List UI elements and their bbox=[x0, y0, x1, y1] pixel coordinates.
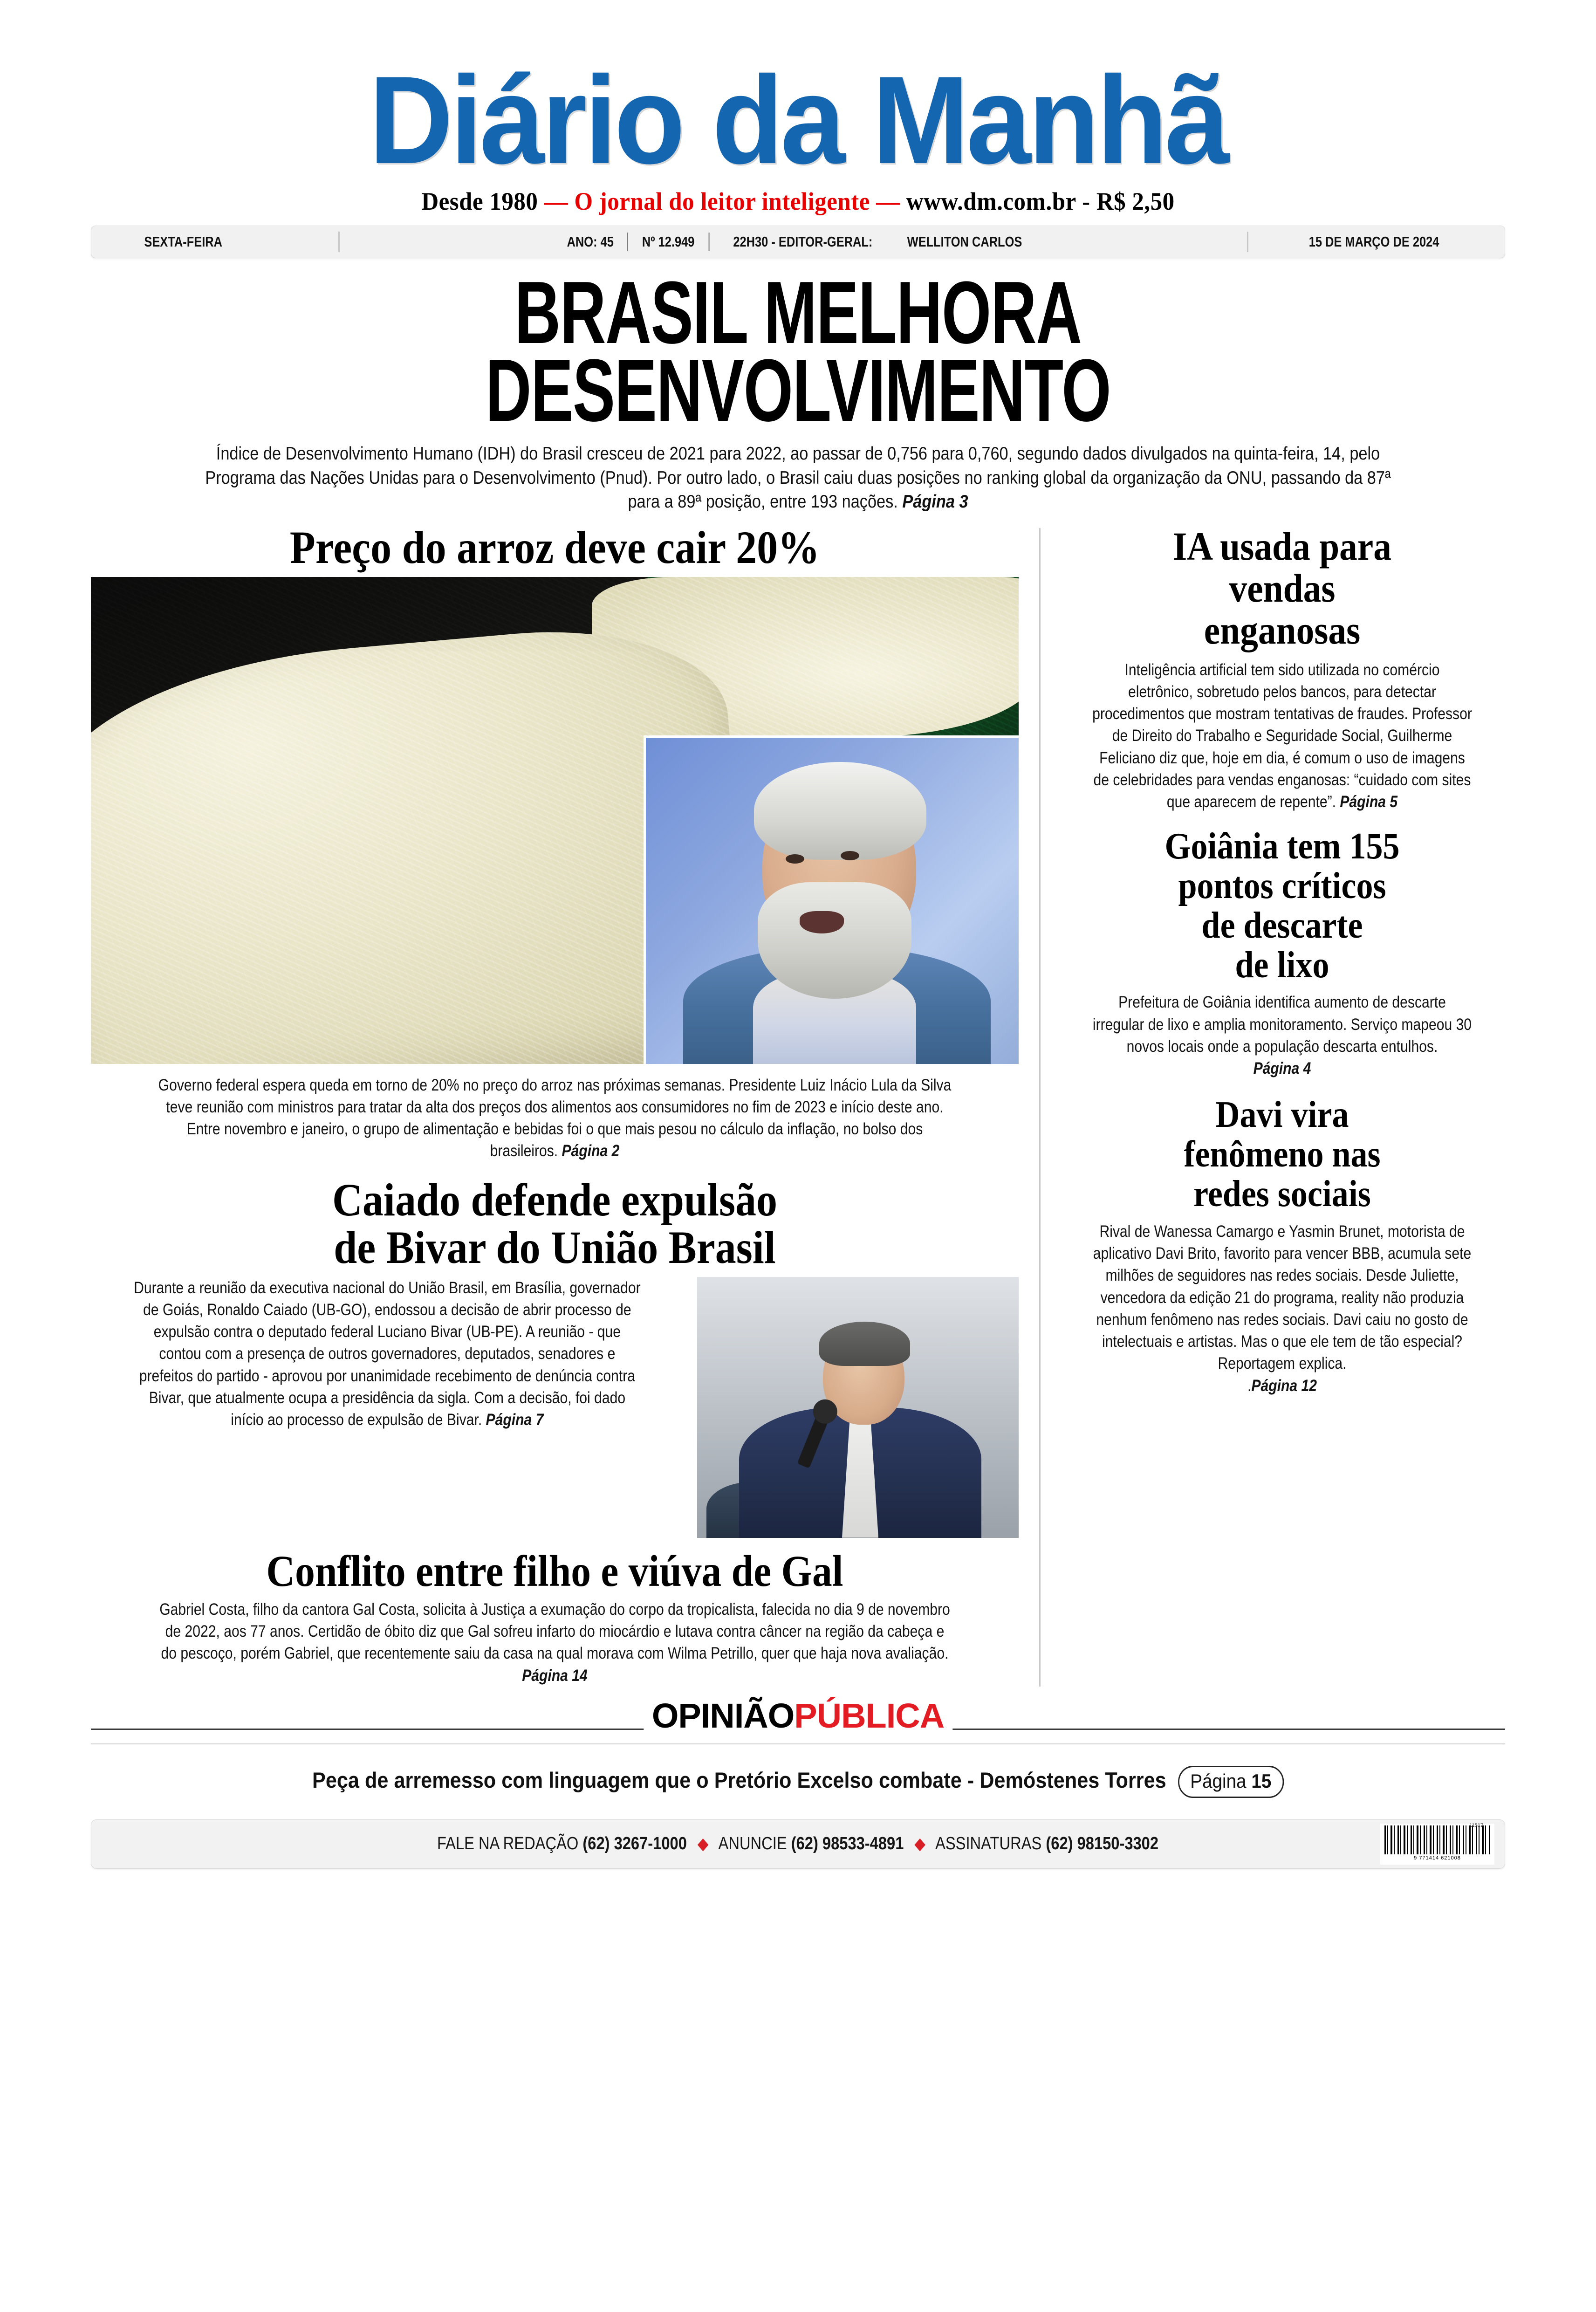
infobar-year: ANO: 45 bbox=[567, 233, 614, 250]
caiado-headline-line-1: Caiado defende expulsão bbox=[332, 1173, 778, 1226]
issue-info-bar bbox=[91, 226, 1505, 258]
footer-redacao-phone[interactable]: (62) 3267-1000 bbox=[582, 1834, 687, 1854]
caiado-row bbox=[91, 1277, 1019, 1538]
lula-hair bbox=[754, 762, 926, 860]
infobar-issue-number: Nº 12.949 bbox=[642, 233, 695, 250]
footer-contacts bbox=[437, 1834, 1158, 1854]
davi-body-text: Rival de Wanessa Camargo e Yasmin Brunet, motorista de aplicativo Davi Brito, favorito para vencer BBB, acumula sete milhões de seguidores nas redes sociais. Desde Juliette, vencedora da edição 21 do programa, reality não produzia nenhum fenômeno nas redes sociais. Davi caiu no gosto de intelectuais e artistas. Mas o que ele tem de tão especial? Reportagem explica. bbox=[1093, 1222, 1472, 1373]
opiniao-rule-secondary bbox=[91, 1743, 1505, 1744]
ia-headline-line-3: enganosas bbox=[1204, 608, 1361, 653]
lead-summary bbox=[188, 442, 1408, 514]
goiania-headline-line-1: Goiânia tem 155 bbox=[1164, 826, 1400, 867]
barcode-number: 9 771414 621008 bbox=[1414, 1855, 1461, 1861]
masthead-tagline bbox=[0, 187, 1596, 216]
davi-text bbox=[1091, 1221, 1473, 1397]
right-column bbox=[1041, 525, 1504, 1687]
tagline-since: Desde 1980 bbox=[421, 188, 538, 216]
goiania-headline-line-2: pontos críticos bbox=[1178, 865, 1386, 907]
opiniao-quote-row bbox=[147, 1766, 1448, 1798]
infobar-divider-left bbox=[338, 232, 340, 252]
arroz-caption-text: Governo federal espera queda em torno de 20% no preço do arroz nas próximas semanas. Presidente Luiz Inácio Lula da Silva teve reunião com ministros para tratar da alta dos preços dos alimentos aos consumidores no fim de 2023 e início deste ano. Entre novembro e janeiro, o grupo de alimentação e bebidas foi o que mais pesou no cálculo da inflação, no bolso dos brasileiros. bbox=[158, 1076, 952, 1160]
opiniao-quote-text: Peça de arremesso com linguagem que o Pretório Excelso combate - Demóstenes Torres bbox=[312, 1767, 1166, 1792]
ia-headline-line-2: vendas bbox=[1229, 565, 1336, 611]
davi-page-ref-wrap bbox=[1091, 1375, 1473, 1397]
lula-portrait-photo bbox=[644, 735, 1019, 1064]
infobar-date: 15 DE MARÇO DE 2024 bbox=[1308, 233, 1439, 250]
infobar-weekday: SEXTA-FEIRA bbox=[144, 233, 222, 250]
conflito-body-text: Gabriel Costa, filho da cantora Gal Costa, solicita à Justiça a exumação do corpo da tropicalista, falecida no dia 9 de novembro de 2022, aos 77 anos. Certidão de óbito diz que Gal sofreu infarto do miocárdio e lutava contra câncer na região da cabeça e do pescoço, porém Gabriel, que recentemente saiu da casa na qual morava com Wilma Petrillo, quer que haja nova avaliação. bbox=[159, 1600, 950, 1663]
diamond-separator-icon-2: ◆ bbox=[914, 1834, 926, 1853]
tagline-dash-2: — bbox=[870, 188, 906, 216]
rice-photo bbox=[91, 577, 1019, 1064]
goiania-headline-line-4: de lixo bbox=[1235, 944, 1329, 986]
arroz-page-ref[interactable]: Página 2 bbox=[562, 1142, 620, 1160]
goiania-headline-line-3: de descarte bbox=[1201, 905, 1363, 946]
infobar-center-group bbox=[562, 233, 1034, 251]
arroz-headline[interactable]: Preço do arroz deve cair 20% bbox=[289, 521, 820, 573]
footer-assinaturas-phone[interactable]: (62) 98150-3302 bbox=[1046, 1834, 1159, 1854]
masthead bbox=[0, 0, 1596, 215]
infobar-divider-right bbox=[1247, 232, 1248, 252]
caiado-suit bbox=[739, 1407, 981, 1538]
ia-headline-line-1: IA usada para bbox=[1173, 523, 1391, 569]
ia-page-ref[interactable]: Página 5 bbox=[1340, 793, 1398, 811]
ia-headline[interactable] bbox=[1082, 525, 1482, 652]
barcode-bars bbox=[1384, 1822, 1491, 1854]
opiniao-page-badge[interactable] bbox=[1178, 1766, 1284, 1798]
lula-mouth bbox=[800, 911, 844, 933]
caiado-page-ref[interactable]: Página 7 bbox=[486, 1411, 544, 1429]
infobar-time-editor-label: 22H30 - EDITOR-GERAL: bbox=[733, 233, 873, 250]
lead-headline-line-2: DESENVOLVIMENTO bbox=[485, 341, 1111, 440]
davi-page-ref-prefix: . bbox=[1247, 1376, 1252, 1395]
davi-page-ref[interactable]: Página 12 bbox=[1251, 1376, 1317, 1395]
tagline-dash-1: — bbox=[538, 188, 575, 216]
davi-headline-line-1: Davi vira bbox=[1215, 1094, 1349, 1136]
caiado-hair bbox=[819, 1322, 910, 1366]
caiado-speaking-photo bbox=[697, 1277, 1019, 1538]
lead-summary-text: Índice de Desenvolvimento Humano (IDH) do Brasil cresceu de 2021 para 2022, ao passar de 0,756 para 0,760, segundo dados divulgados na quinta-feira, 14, pelo Programa das Nações Unidas para o Desenvolvimento (Pnud). Por outro lado, o Brasil caiu duas posições no ranking global da organização da ONU, passando da 87ª para a 89ª posição, entre 193 nações. bbox=[205, 444, 1391, 512]
davi-headline-line-2: fenômeno nas bbox=[1184, 1134, 1381, 1175]
conflito-headline[interactable]: Conflito entre filho e viúva de Gal bbox=[266, 1546, 843, 1596]
arroz-photo-block bbox=[91, 577, 1019, 1064]
footer-assinaturas-label: ASSINATURAS bbox=[935, 1834, 1042, 1854]
caiado-headline[interactable] bbox=[137, 1173, 973, 1273]
footer-anuncie-label: ANUNCIE bbox=[719, 1834, 788, 1854]
lead-page-ref[interactable]: Página 3 bbox=[902, 492, 968, 512]
caiado-headline-line-2: de Bivar do União Brasil bbox=[334, 1221, 776, 1273]
goiania-body-text: Prefeitura de Goiânia identifica aumento de descarte irregular de lixo e amplia monitoramento. Serviço mapeou 30 novos locais onde a população descarta entulhos. bbox=[1092, 993, 1472, 1056]
body-columns bbox=[91, 521, 1505, 1687]
infobar-editor-name: WELLITON CARLOS bbox=[907, 233, 1022, 250]
ia-body-text: Inteligência artificial tem sido utilizada no comércio eletrônico, sobretudo pelos bancos, para detectar procedimentos que mostram tentativas de fraudes. Professor de Direito do Trabalho e Seguridade Social, Guilherme Feliciano diz que, hoje em dia, é comum o uso de imagens de celebridades para vendas enganosas: “cuidado com sites que aparecem de repente”. bbox=[1092, 660, 1472, 811]
diamond-separator-icon-1: ◆ bbox=[698, 1834, 709, 1853]
lula-eye-left bbox=[786, 854, 804, 864]
opiniao-publica-label bbox=[644, 1696, 952, 1735]
opiniao-label-red: PÚBLICA bbox=[794, 1696, 945, 1735]
ia-text bbox=[1091, 659, 1473, 813]
opiniao-publica-section bbox=[91, 1696, 1505, 1743]
arroz-caption bbox=[156, 1074, 953, 1162]
tagline-website: www.dm.com.br bbox=[906, 188, 1076, 216]
opiniao-badge-word: Página bbox=[1190, 1770, 1247, 1792]
conflito-page-ref[interactable]: Página 14 bbox=[522, 1666, 588, 1685]
opiniao-label-black: OPINIÃO bbox=[651, 1696, 795, 1735]
newspaper-title: Diário da Manhã bbox=[369, 50, 1227, 190]
goiania-page-ref[interactable]: Página 4 bbox=[1253, 1059, 1311, 1078]
footer-anuncie-phone[interactable]: (62) 98533-4891 bbox=[791, 1834, 904, 1854]
infobar-vline-1 bbox=[627, 233, 628, 251]
caiado-text bbox=[133, 1277, 655, 1538]
contact-footer-bar bbox=[91, 1819, 1505, 1869]
barcode-top-number: 11517 bbox=[1469, 1822, 1483, 1828]
barcode-icon bbox=[1380, 1824, 1494, 1865]
lula-beard bbox=[758, 882, 911, 999]
goiania-headline[interactable] bbox=[1082, 827, 1482, 985]
goiania-text bbox=[1091, 991, 1473, 1079]
lead-headline[interactable] bbox=[224, 263, 1373, 440]
footer-redacao-label: FALE NA REDAÇÃO bbox=[437, 1834, 579, 1854]
lead-headline-line-1: BRASIL MELHORA bbox=[514, 263, 1082, 362]
lula-eye-right bbox=[841, 851, 859, 860]
tagline-price: - R$ 2,50 bbox=[1075, 188, 1175, 216]
davi-headline[interactable] bbox=[1082, 1095, 1482, 1214]
conflito-text bbox=[156, 1599, 953, 1687]
infobar-vline-2 bbox=[709, 233, 710, 251]
davi-headline-line-3: redes sociais bbox=[1193, 1173, 1371, 1215]
caiado-body-text: Durante a reunião da executiva nacional do União Brasil, em Brasília, governador de Goiás, Ronaldo Caiado (UB-GO), endossou a decisão de abrir processo de expulsão contra o deputado federal Luciano Bivar (UB-PE). A reunião - que contou com a presença de outros governadores, deputados, senadores e prefeitos do partido - aprovou por unanimidade recebimento de denúncia contra Bivar, que atualmente ocupa a presidência da sigla. Com a decisão, foi dado início ao processo de expulsão de Bivar. bbox=[134, 1278, 641, 1429]
opiniao-badge-number: 15 bbox=[1251, 1770, 1272, 1792]
left-column bbox=[91, 521, 1039, 1687]
tagline-slogan: O jornal do leitor inteligente bbox=[574, 188, 870, 216]
